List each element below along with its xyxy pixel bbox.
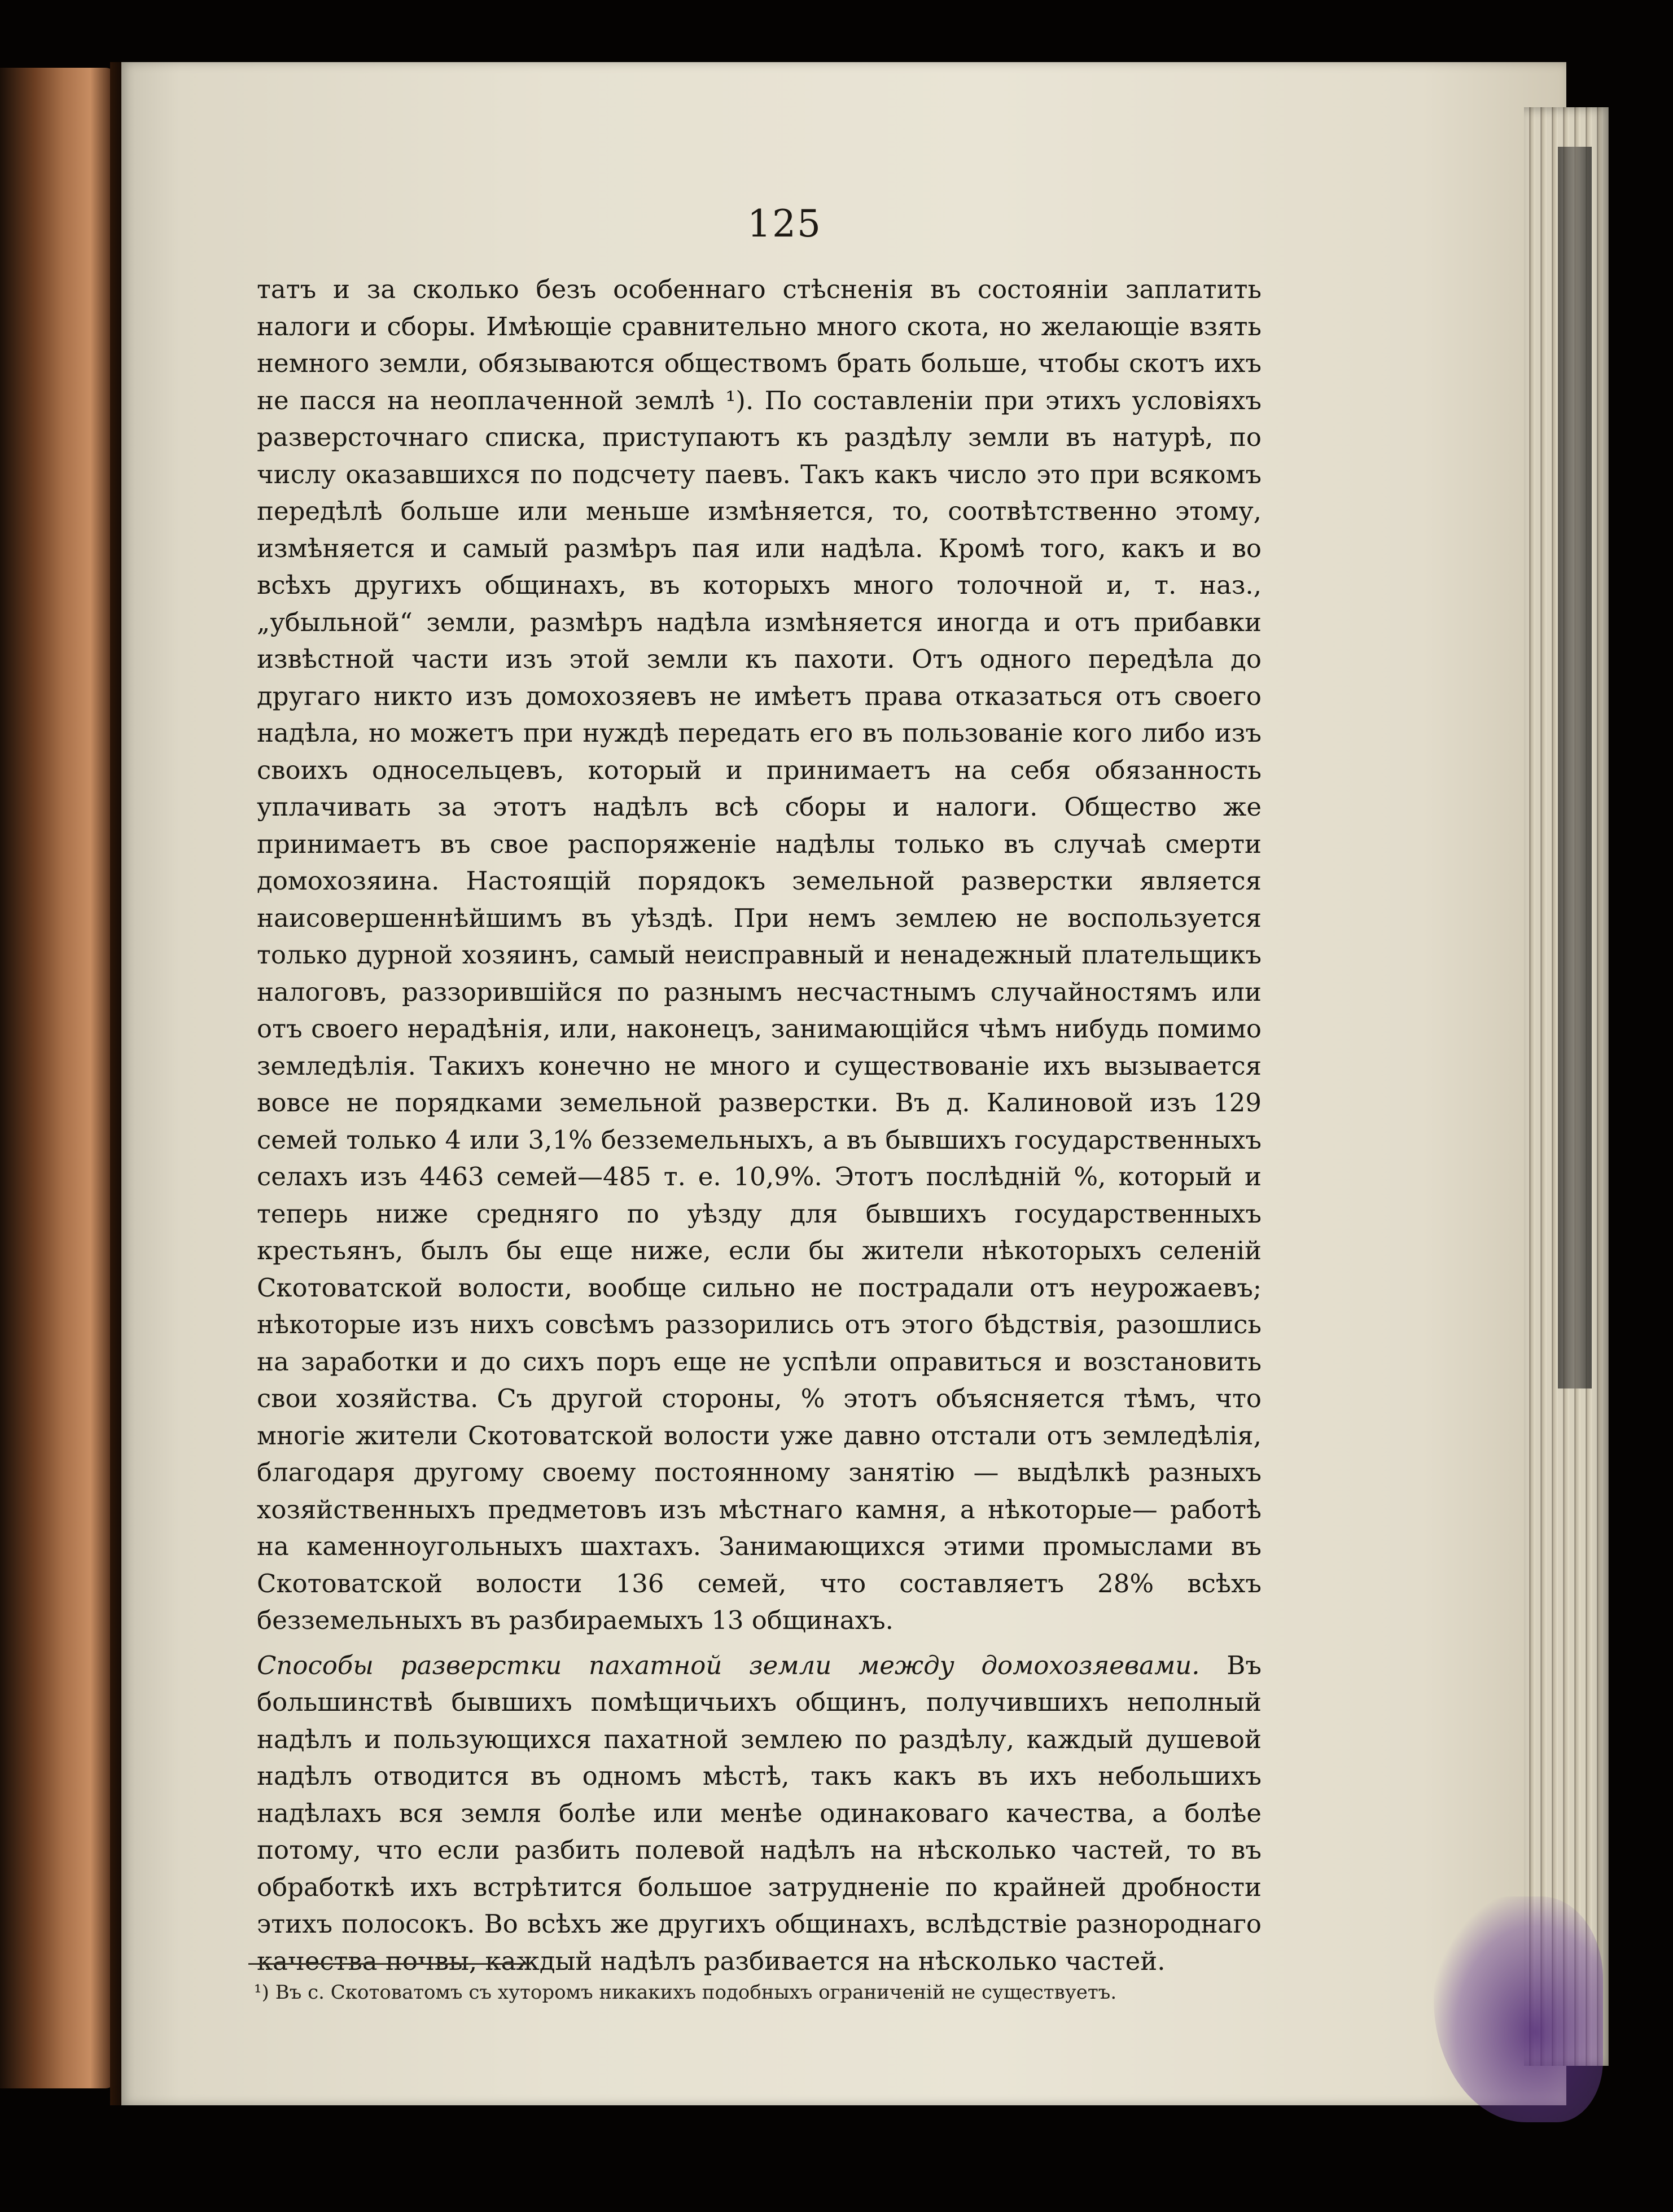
page-number: 125 [747, 202, 822, 246]
left-page-edge [0, 68, 116, 2088]
main-text [257, 271, 1262, 1979]
section-heading: Способы разверстки пахатной земли между домохозяевами. [257, 1650, 1200, 1680]
paragraph: татъ и за сколько безъ особеннаго стѣсненія въ состояніи заплатить налоги и сборы. Имѣющіе сравнительно много скота, но желающіе взять немного земли, обязываются обществомъ брать больше, чтобы скотъ ихъ не пасся на неоплаченной землѣ ¹). По составленіи при этихъ условіяхъ разверсточнаго списка, приступаютъ къ раздѣлу земли въ натурѣ, по числу оказавшихся по подсчету паевъ. Такъ какъ число это при всякомъ передѣлѣ больше или меньше измѣняется, то, соотвѣтственно этому, измѣняется и самый размѣръ пая или надѣла. Кромѣ того, какъ и во всѣхъ другихъ общинахъ, въ которыхъ много толочной и, т. наз., „убыльной“ земли, размѣръ надѣла измѣняется иногда и отъ прибавки извѣстной части изъ этой земли къ пахоти. Отъ одного передѣла до другаго никто изъ домохозяевъ не имѣетъ права отказаться отъ своего надѣла, но можетъ при нуждѣ передать его въ пользованіе кого либо изъ своихъ односельцевъ, который и принимаетъ на себя обязанность уплачивать за этотъ надѣлъ всѣ сборы и налоги. Общество же принимаетъ въ свое распоряженіе надѣлы только въ случаѣ смерти домохозяина. Настоящій порядокъ земельной разверстки является наисовершеннѣйшимъ въ уѣздѣ. При немъ землею не воспользуется только дурной хозяинъ, самый неисправный и ненадежный плательщикъ налоговъ, раззорившійся по разнымъ несчастнымъ случайностямъ или отъ своего нерадѣнія, или, наконецъ, занимающійся чѣмъ нибудь помимо земледѣлія. Такихъ конечно не много и существованіе ихъ вызывается вовсе не порядками земельной разверстки. Въ д. Калиновой изъ 129 семей только 4 или 3,1% безземельныхъ, а въ бывшихъ государственныхъ селахъ изъ 4463 семей—485 т. е. 10,9%. Этотъ послѣдній %, который и теперь ниже средняго по уѣзду для бывшихъ государственныхъ крестьянъ, былъ бы еще ниже, если бы жители нѣкоторыхъ селеній Скотоватской волости, вообще сильно не пострадали отъ неурожаевъ; нѣкоторые изъ нихъ совсѣмъ раззорились отъ этого бѣдствія, разошлись на заработки и до сихъ поръ еще не успѣли оправиться и возстановить свои хозяйства. Съ другой стороны, % этотъ объясняется тѣмъ, что многіе жители Скотоватской волости уже давно отстали отъ земледѣлія, благодаря другому своему постоянному занятію — выдѣлкѣ разныхъ хозяйственныхъ предметовъ изъ мѣстнаго камня, а нѣкоторые— работѣ на каменноугольныхъ шахтахъ. Занимающихся этими промыслами въ Скотоватской волости 136 семей, что составляетъ 28% всѣхъ безземельныхъ въ разбираемыхъ 13 общинахъ. [257, 274, 1262, 1635]
paragraph [257, 1647, 1262, 1980]
paragraph-text: Въ большинствѣ бывшихъ помѣщичьихъ общинъ, получившихъ неполный надѣлъ и пользующихся пахатной землею по раздѣлу, каждый душевой надѣлъ отводится въ одномъ мѣстѣ, такъ какъ въ ихъ небольшихъ надѣлахъ вся земля болѣе или менѣе одинаковаго качества, а болѣе потому, что если разбить полевой надѣлъ на нѣсколько частей, то въ обработкѣ ихъ встрѣтится большое затрудненіе по крайней дробности этихъ полосокъ. Во всѣхъ же другихъ общинахъ, вслѣдствіе разнороднаго качества почвы, каждый надѣлъ разбивается на нѣсколько частей. [257, 1650, 1262, 1976]
page-edges-shadow [1558, 147, 1592, 1388]
footnote: ¹) Въ с. Скотоватомъ съ хуторомъ никакихъ подобныхъ ограниченій не существуетъ. [254, 1981, 1117, 2004]
footnote-divider [248, 1963, 531, 1965]
